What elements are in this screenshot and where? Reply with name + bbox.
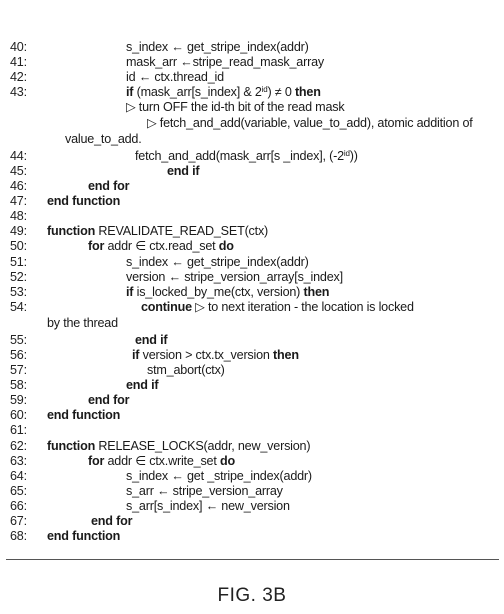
code-line-63 bbox=[0, 454, 504, 469]
line-number: 65: bbox=[10, 484, 27, 498]
keyword-end-for: end for bbox=[88, 393, 130, 407]
keyword-end-for: end for bbox=[88, 179, 130, 193]
line-number: 63: bbox=[10, 454, 27, 468]
code-line-49 bbox=[0, 224, 504, 239]
keyword-if: if bbox=[132, 348, 140, 362]
function-signature: RELEASE_LOCKS(addr, new_version) bbox=[95, 439, 311, 453]
line-number: 55: bbox=[10, 333, 27, 347]
code-text bbox=[47, 224, 268, 239]
code-fragment: ) ≠ 0 bbox=[267, 85, 295, 99]
line-number: 47: bbox=[10, 194, 27, 208]
code-text bbox=[126, 378, 158, 393]
superscript: id bbox=[261, 85, 268, 94]
code-line-67 bbox=[0, 514, 504, 529]
keyword-for: for bbox=[88, 239, 105, 253]
code-text bbox=[47, 529, 120, 544]
code-line-43 bbox=[0, 85, 504, 100]
code-line-55 bbox=[0, 333, 504, 348]
code-text: s_index ← get _stripe_index(addr) bbox=[126, 469, 312, 483]
keyword-for: for bbox=[88, 454, 105, 468]
code-fragment: )) bbox=[349, 149, 358, 163]
comment-line bbox=[0, 100, 504, 115]
code-text bbox=[126, 85, 321, 100]
keyword-then: then bbox=[273, 348, 299, 362]
keyword-end-if: end if bbox=[167, 164, 200, 178]
code-line-51 bbox=[0, 255, 504, 270]
line-number: 54: bbox=[10, 300, 27, 314]
code-text bbox=[88, 454, 235, 469]
superscript: id bbox=[343, 149, 350, 158]
line-number: 43: bbox=[10, 85, 27, 99]
code-line-42 bbox=[0, 70, 504, 85]
code-text bbox=[141, 300, 414, 315]
horizontal-divider bbox=[6, 559, 499, 560]
code-line-52 bbox=[0, 270, 504, 285]
keyword-then: then bbox=[294, 85, 321, 99]
keyword-continue: continue bbox=[141, 300, 192, 314]
keyword-if: if bbox=[126, 285, 134, 299]
code-fragment: addr ∈ ctx.read_set bbox=[104, 239, 219, 253]
line-number: 58: bbox=[10, 378, 27, 392]
line-number: 60: bbox=[10, 408, 27, 422]
code-text: stm_abort(ctx) bbox=[147, 363, 225, 377]
keyword-end-function: end function bbox=[47, 408, 121, 422]
code-text bbox=[47, 408, 120, 423]
code-fragment: version > ctx.tx_version bbox=[139, 348, 274, 362]
line-number: 50: bbox=[10, 239, 27, 253]
code-fragment: addr ∈ ctx.write_set bbox=[104, 454, 220, 468]
code-text bbox=[167, 164, 199, 179]
code-line-58 bbox=[0, 378, 504, 393]
keyword-end-for: end for bbox=[91, 514, 133, 528]
code-line-45 bbox=[0, 164, 504, 179]
code-line-65 bbox=[0, 484, 504, 499]
code-line-59 bbox=[0, 393, 504, 408]
code-text bbox=[47, 439, 310, 454]
code-text bbox=[132, 348, 299, 363]
code-line-61 bbox=[0, 423, 504, 438]
comment-line bbox=[0, 116, 504, 131]
keyword-end-function: end function bbox=[47, 529, 121, 543]
line-number: 61: bbox=[10, 423, 27, 437]
code-text bbox=[88, 179, 129, 194]
code-text bbox=[91, 514, 132, 529]
comment-text: ▷ fetch_and_add(variable, value_to_add), atomic addition of bbox=[147, 116, 473, 130]
code-line-56 bbox=[0, 348, 504, 363]
code-line-54 bbox=[0, 300, 504, 315]
line-number: 51: bbox=[10, 255, 27, 269]
line-number: 40: bbox=[10, 40, 27, 54]
comment-text: value_to_add. bbox=[65, 132, 142, 146]
line-number: 67: bbox=[10, 514, 27, 528]
keyword-if: if bbox=[126, 85, 134, 99]
comment-continuation bbox=[0, 316, 504, 331]
line-number: 44: bbox=[10, 149, 27, 163]
code-line-60 bbox=[0, 408, 504, 423]
code-line-44 bbox=[0, 149, 504, 164]
code-text bbox=[126, 285, 329, 300]
code-text bbox=[135, 149, 358, 164]
line-number: 62: bbox=[10, 439, 27, 453]
keyword-function: function bbox=[47, 224, 96, 238]
keyword-do: do bbox=[219, 454, 235, 468]
keyword-then: then bbox=[303, 285, 330, 299]
code-line-62 bbox=[0, 439, 504, 454]
code-line-68 bbox=[0, 529, 504, 544]
function-signature: REVALIDATE_READ_SET(ctx) bbox=[95, 224, 269, 238]
line-number: 52: bbox=[10, 270, 27, 284]
figure-caption: FIG. 3B bbox=[217, 585, 287, 606]
code-text: s_arr[s_index] ← new_version bbox=[126, 499, 290, 513]
code-text bbox=[47, 194, 120, 209]
code-fragment: fetch_and_add(mask_arr[s _index], (-2 bbox=[135, 149, 344, 163]
line-number: 45: bbox=[10, 164, 27, 178]
keyword-end-if: end if bbox=[126, 378, 159, 392]
code-line-50 bbox=[0, 239, 504, 254]
comment-text: by the thread bbox=[47, 316, 118, 330]
keyword-do: do bbox=[218, 239, 234, 253]
code-line-66 bbox=[0, 499, 504, 514]
line-number: 56: bbox=[10, 348, 27, 362]
line-number: 48: bbox=[10, 209, 27, 223]
code-text: s_index ← get_stripe_index(addr) bbox=[126, 255, 309, 269]
comment-continuation bbox=[0, 132, 504, 147]
line-number: 66: bbox=[10, 499, 27, 513]
line-number: 46: bbox=[10, 179, 27, 193]
code-text: s_index ← get_stripe_index(addr) bbox=[126, 40, 309, 54]
line-number: 41: bbox=[10, 55, 27, 69]
line-number: 64: bbox=[10, 469, 27, 483]
code-fragment: is_locked_by_me(ctx, version) bbox=[133, 285, 304, 299]
code-line-57 bbox=[0, 363, 504, 378]
code-text bbox=[88, 393, 129, 408]
keyword-end-function: end function bbox=[47, 194, 121, 208]
code-line-47 bbox=[0, 194, 504, 209]
keyword-end-if: end if bbox=[135, 333, 168, 347]
code-text: mask_arr ←stripe_read_mask_array bbox=[126, 55, 324, 69]
code-line-41 bbox=[0, 55, 504, 70]
code-line-48 bbox=[0, 209, 504, 224]
line-number: 59: bbox=[10, 393, 27, 407]
line-number: 53: bbox=[10, 285, 27, 299]
code-line-40 bbox=[0, 40, 504, 55]
code-text bbox=[135, 333, 167, 348]
line-number: 68: bbox=[10, 529, 27, 543]
code-text: s_arr ← stripe_version_array bbox=[126, 484, 283, 498]
code-text bbox=[88, 239, 234, 254]
line-number: 57: bbox=[10, 363, 27, 377]
keyword-function: function bbox=[47, 439, 96, 453]
code-line-53 bbox=[0, 285, 504, 300]
comment-text: ▷ turn OFF the id-th bit of the read mask bbox=[126, 100, 345, 114]
comment-text: ▷ to next iteration - the location is locked bbox=[191, 300, 414, 314]
code-fragment: (mask_arr[s_index] & 2 bbox=[133, 85, 262, 99]
line-number: 42: bbox=[10, 70, 27, 84]
line-number: 49: bbox=[10, 224, 27, 238]
code-line-46 bbox=[0, 179, 504, 194]
code-line-64 bbox=[0, 469, 504, 484]
code-text: version ← stripe_version_array[s_index] bbox=[126, 270, 343, 284]
code-text: id ← ctx.thread_id bbox=[126, 70, 224, 84]
